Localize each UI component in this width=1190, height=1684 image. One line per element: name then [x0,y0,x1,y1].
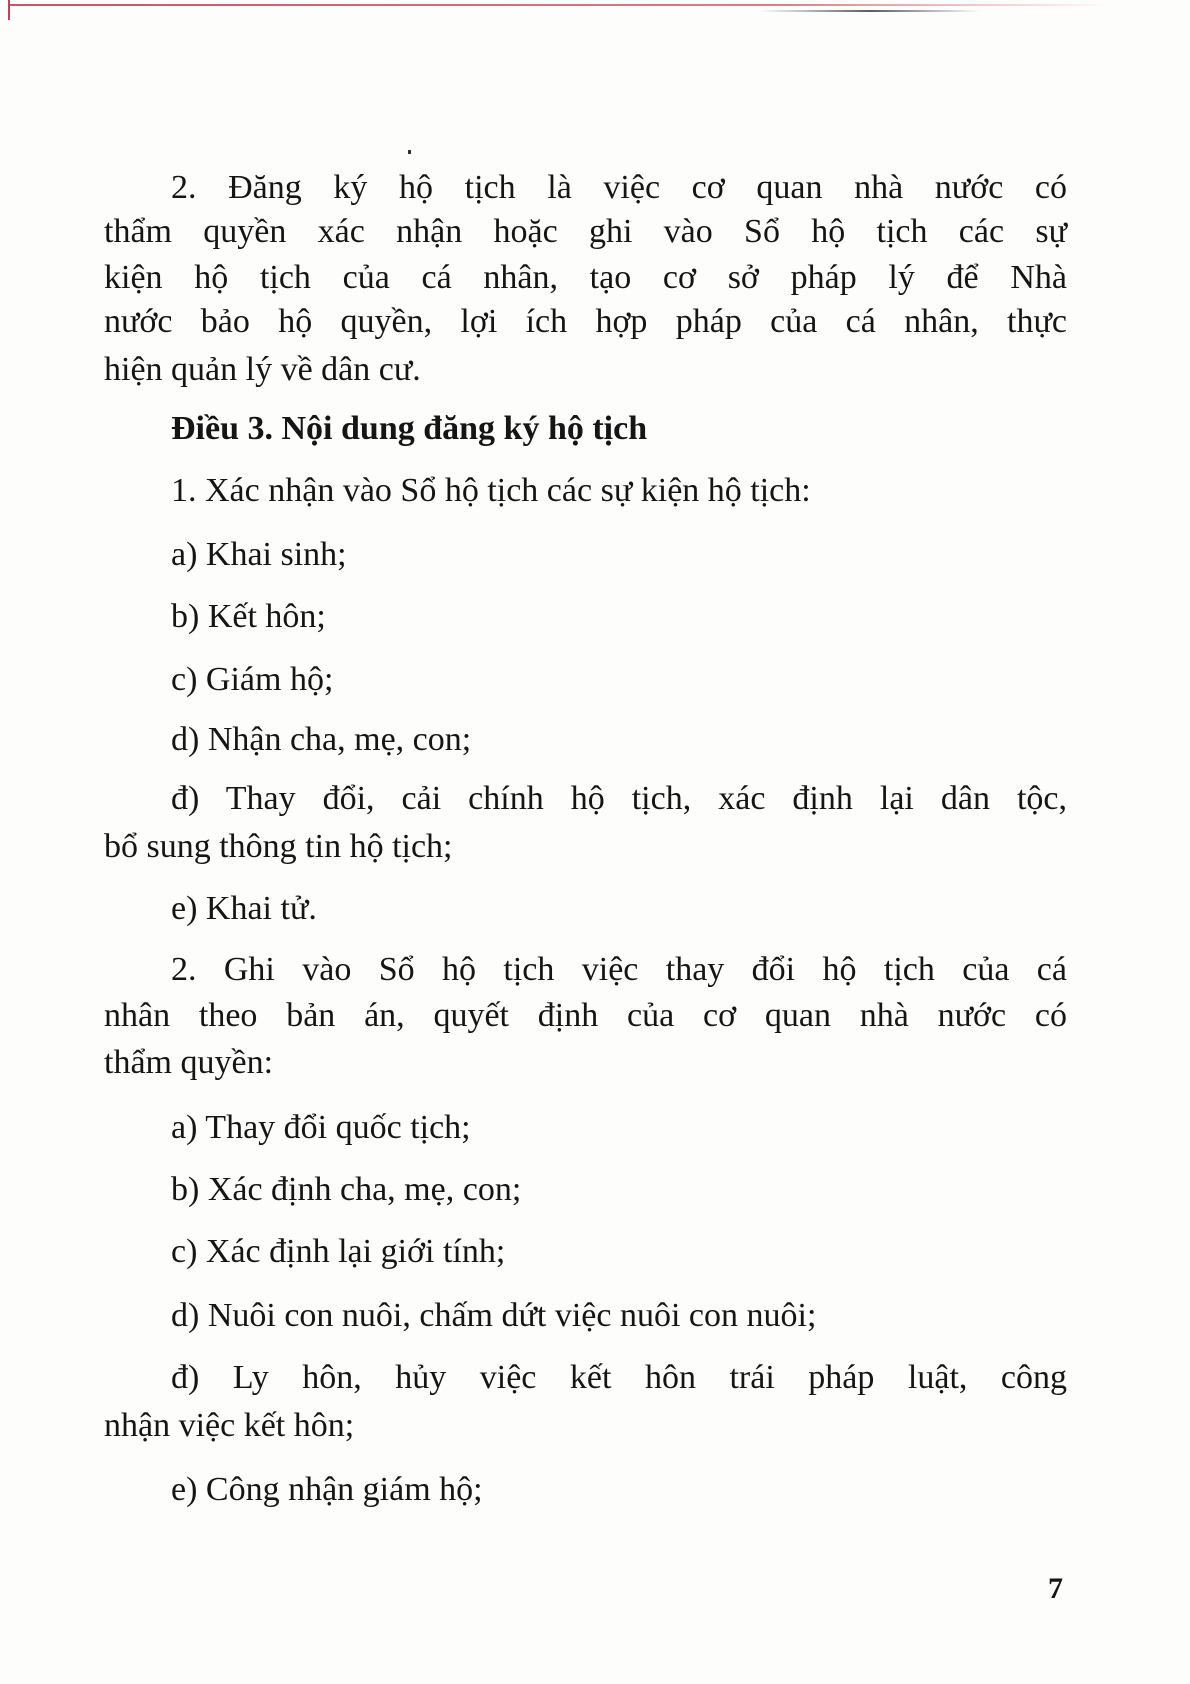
list-item: e) Khai tử. [171,890,317,927]
clause-1: 1. Xác nhận vào Sổ hộ tịch các sự kiện hộ tịch: [171,472,811,509]
list-item: đ) Thay đổi, cải chính hộ tịch, xác định lại dân tộc, [171,780,1067,817]
list-item: bổ sung thông tin hộ tịch; [104,828,453,865]
paragraph-line: hiện quản lý về dân cư. [104,351,421,388]
clause-2-line: nhân theo bản án, quyết định của cơ quan nhà nước có [104,997,1067,1034]
paragraph-line: kiện hộ tịch của cá nhân, tạo cơ sở pháp lý để Nhà [104,259,1067,296]
list-item: c) Giám hộ; [171,661,334,698]
scan-speck [408,150,411,154]
list-item: e) Công nhận giám hộ; [171,1471,483,1508]
page-top-shadow [760,10,980,12]
list-item: d) Nuôi con nuôi, chấm dứt việc nuôi con nuôi; [171,1297,817,1334]
list-item: c) Xác định lại giới tính; [171,1233,506,1270]
paragraph-line: nước bảo hộ quyền, lợi ích hợp pháp của cá nhân, thực [104,303,1067,340]
page-top-border [10,4,1110,6]
list-item: a) Khai sinh; [171,536,347,573]
list-item: b) Kết hôn; [171,598,326,635]
list-item: b) Xác định cha, mẹ, con; [171,1171,522,1208]
clause-2-line: thẩm quyền: [104,1044,274,1081]
clause-2-line: 2. Ghi vào Sổ hộ tịch việc thay đổi hộ tịch của cá [171,951,1067,988]
list-item: nhận việc kết hôn; [104,1407,355,1444]
page-edge [8,0,10,20]
list-item: d) Nhận cha, mẹ, con; [171,721,472,758]
article-heading: Điều 3. Nội dung đăng ký hộ tịch [171,410,648,447]
list-item: đ) Ly hôn, hủy việc kết hôn trái pháp luật, công [171,1359,1067,1396]
list-item: a) Thay đổi quốc tịch; [171,1109,471,1146]
paragraph-line: thẩm quyền xác nhận hoặc ghi vào Sổ hộ tịch các sự [104,213,1067,250]
page-number: 7 [1048,1572,1063,1605]
paragraph-line: 2. Đăng ký hộ tịch là việc cơ quan nhà nước có [171,169,1067,206]
